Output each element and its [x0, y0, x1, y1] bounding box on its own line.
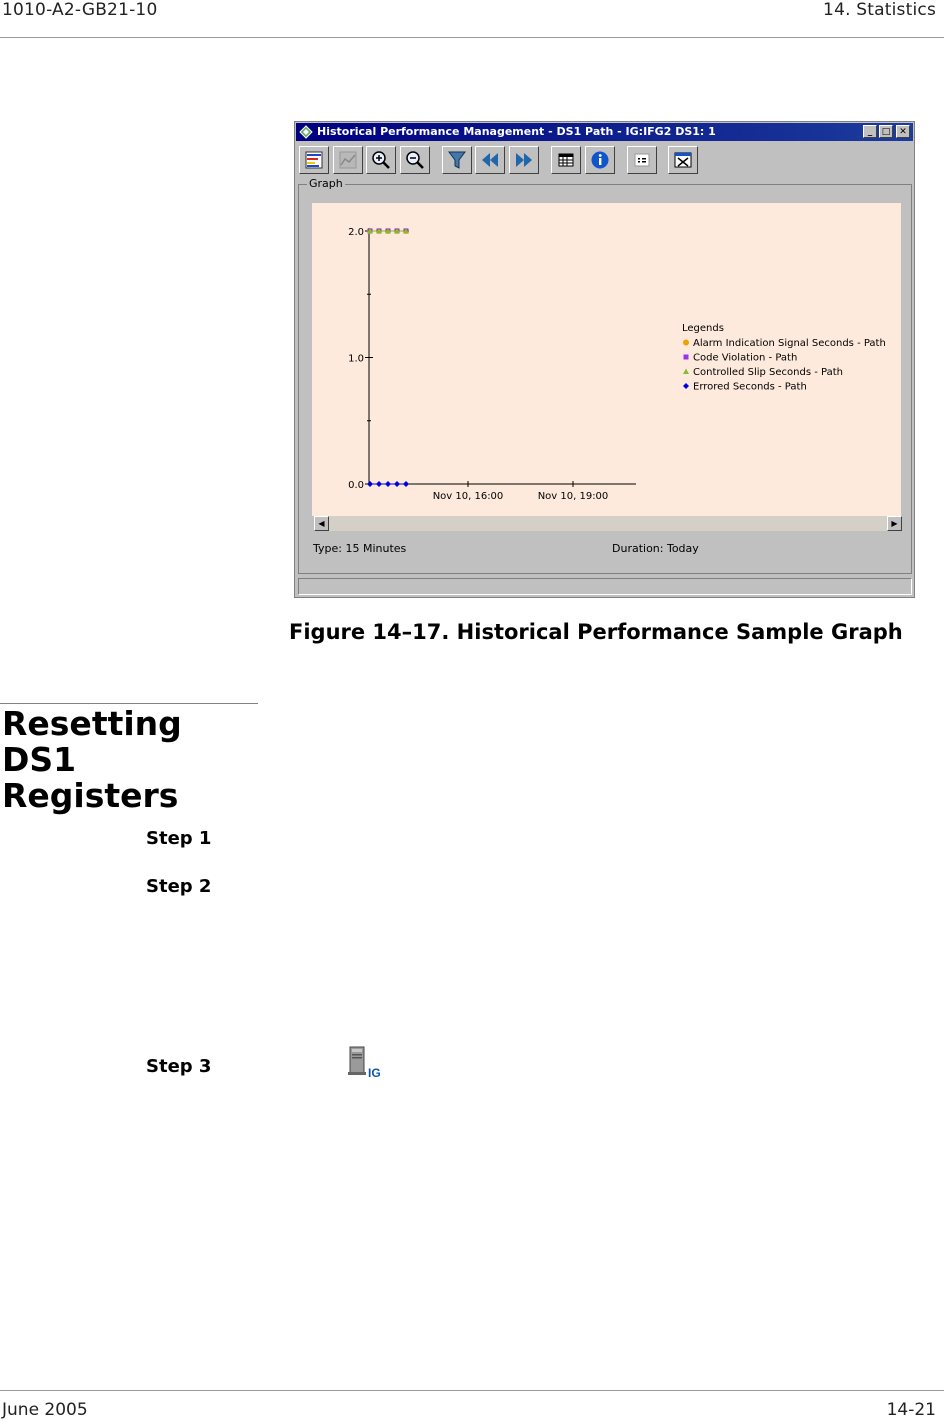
status-bar [298, 578, 912, 595]
footer-date: June 2005 [2, 1400, 88, 1420]
data-point [385, 481, 391, 487]
line-chart-icon[interactable] [333, 146, 363, 174]
svg-text:IG: IG [368, 1066, 381, 1079]
legend-marker [684, 355, 689, 360]
step-2-label: Step 2 [146, 876, 212, 897]
scroll-left-icon[interactable]: ◀ [314, 516, 329, 531]
figure-caption: Figure 14–17. Historical Performance Sample Graph [289, 620, 903, 644]
header-chapter: 14. Statistics [823, 0, 936, 20]
legend-entry: Errored Seconds - Path [693, 381, 807, 393]
zoom-out-icon[interactable] [400, 146, 430, 174]
horizontal-scrollbar[interactable] [314, 516, 902, 531]
data-point [376, 481, 382, 487]
bar-chart-icon[interactable] [299, 146, 329, 174]
info-icon[interactable] [585, 146, 615, 174]
minimize-icon[interactable]: _ [863, 125, 877, 138]
legend-marker [683, 340, 689, 346]
legend-marker [683, 383, 689, 389]
type-label: Type: 15 Minutes [313, 542, 407, 555]
ig-device-icon [347, 1045, 385, 1079]
footer-rule [0, 1390, 944, 1391]
legend-entry: Controlled Slip Seconds - Path [693, 367, 843, 378]
data-point [394, 481, 400, 487]
fast-forward-icon[interactable] [509, 146, 539, 174]
legend-marker [683, 369, 689, 375]
legend-entry: Alarm Indication Signal Seconds - Path [693, 338, 886, 349]
section-title: Resetting DS1 Registers [2, 704, 182, 815]
properties-icon[interactable] [627, 146, 657, 174]
duration-label: Duration: Today [612, 542, 699, 555]
legend-title: Legends [682, 323, 724, 334]
legend-entry: Code Violation - Path [693, 352, 798, 364]
chart-svg [312, 203, 901, 516]
header-rule [0, 37, 944, 38]
graph-group-label: Graph [309, 177, 343, 190]
graph-groupbox [298, 177, 912, 574]
zoom-in-icon[interactable] [366, 146, 396, 174]
chart-area [312, 203, 901, 516]
step-3-label: Step 3 [146, 1056, 212, 1077]
maximize-icon[interactable]: □ [879, 125, 893, 138]
footer-page: 14-21 [886, 1400, 936, 1420]
app-icon [299, 125, 313, 139]
data-point [403, 481, 409, 487]
step-1-label: Step 1 [146, 828, 212, 849]
y-tick-label: 1.0 [348, 353, 364, 365]
window-titlebar[interactable] [296, 123, 913, 141]
x-tick-label: Nov 10, 16:00 [432, 491, 504, 502]
table-icon[interactable] [551, 146, 581, 174]
x-tick-label: Nov 10, 19:00 [537, 491, 609, 502]
header-doc-id: 1010-A2-GB21-10 [2, 0, 158, 20]
toolbar [297, 143, 912, 177]
close-icon[interactable]: ✕ [896, 125, 910, 138]
window-title: Historical Performance Management - DS1 Path - IG:IFG2 DS1: 1 [317, 125, 716, 138]
close-window-icon[interactable] [668, 146, 698, 174]
y-tick-label: 2.0 [348, 227, 364, 238]
data-point [367, 481, 373, 487]
filter-icon[interactable] [442, 146, 472, 174]
rewind-icon[interactable] [475, 146, 505, 174]
scroll-right-icon[interactable]: ▶ [887, 516, 902, 531]
y-tick-label: 0.0 [348, 480, 364, 491]
historical-performance-window [294, 121, 915, 598]
